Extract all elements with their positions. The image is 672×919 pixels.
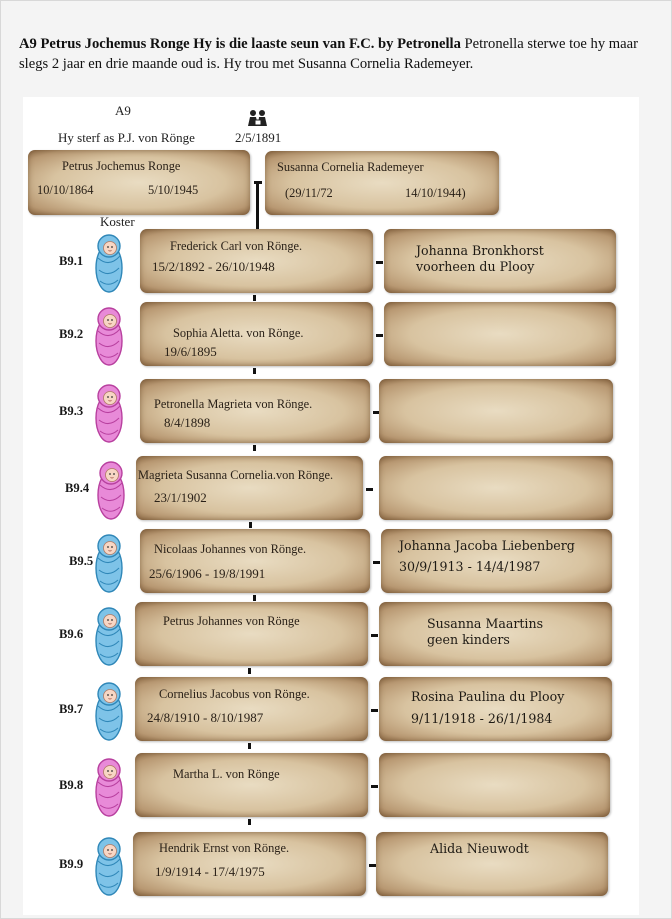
spouse-detail: voorheen du Plooy [416,259,535,274]
child-code: B9.5 [69,554,94,568]
baby-boy-icon [93,607,125,667]
couple-icon [247,109,269,127]
husband-died: 5/10/1945 [148,183,199,197]
child-card [133,832,366,896]
child-card [135,753,368,817]
child-code: B9.9 [59,857,84,871]
parent-code: A9 [115,103,131,118]
spouse-card [379,456,613,520]
intro-bold: A9 Petrus Jochemus Ronge Hy is die laaste seun van F.C. by Petronella [19,36,461,52]
husband-born: 10/10/1864 [37,183,94,197]
spouse-connector [369,864,376,867]
child-dates: 23/1/1902 [154,490,207,505]
marriage-date: 2/5/1891 [235,130,282,145]
wife-died: 14/10/1944) [405,186,466,200]
intro-paragraph [19,34,659,74]
child-code: B9.6 [59,627,84,641]
spouse-connector [376,334,383,337]
husband-name: Petrus Jochemus Ronge [62,159,181,173]
child-name: Hendrik Ernst von Rönge. [159,841,290,855]
spouse-name: Alida Nieuwodt [430,841,529,856]
child-name: Cornelius Jacobus von Rönge. [159,687,310,701]
baby-boy-icon [93,534,125,594]
sibling-connector [253,368,256,374]
spouse-connector [373,561,380,564]
child-card [140,529,370,593]
spouse-name: Rosina Paulina du Plooy [411,689,565,704]
spouse-detail: 9/11/1918 - 26/1/1984 [411,711,553,726]
child-dates: 25/6/1906 - 19/8/1991 [149,566,266,581]
sibling-connector [248,668,251,674]
child-card [140,229,373,293]
descent-line [256,181,259,231]
spouse-card [379,677,612,741]
child-dates: 24/8/1910 - 8/10/1987 [147,710,264,725]
child-code: B9.4 [65,481,90,495]
spouse-card [384,302,616,366]
spouse-name: Susanna Maartins [427,616,544,631]
spouse-detail: geen kinders [427,632,510,647]
spouse-connector [376,261,383,264]
baby-girl-icon [93,758,125,818]
spouse-name: Johanna Bronkhorst [416,243,544,258]
child-code: B9.8 [59,778,84,792]
child-card [135,602,368,666]
child-name: Martha L. von Rönge [173,767,280,781]
parent-note: Hy sterf as P.J. von Rönge [58,130,195,145]
child-card [135,677,368,741]
spouse-card [379,379,613,443]
child-name: Nicolaas Johannes von Rönge. [154,542,307,556]
child-dates: 1/9/1914 - 17/4/1975 [155,864,265,879]
spouse-connector [371,785,378,788]
child-name: Frederick Carl von Rönge. [170,239,303,253]
wife-card [265,151,499,215]
baby-boy-icon [93,682,125,742]
wife-name: Susanna Cornelia Rademeyer [277,160,424,174]
child-dates: 15/2/1892 - 26/10/1948 [152,259,275,274]
child-name: Petrus Johannes von Rönge [163,614,300,628]
baby-girl-icon [93,307,125,367]
wife-born: (29/11/72 [285,186,333,200]
spouse-card [379,753,610,817]
spouse-card [379,602,612,666]
family-tree-chart [23,97,639,915]
child-code: B9.2 [59,327,84,341]
sibling-connector [253,295,256,301]
spouse-card [376,832,608,896]
spouse-card [384,229,616,293]
child-card [136,456,363,520]
baby-girl-icon [93,384,125,444]
sibling-connector [253,445,256,451]
baby-boy-icon [93,234,125,294]
child-card [140,302,373,366]
child-code: B9.3 [59,404,84,418]
sibling-connector [253,595,256,601]
child-dates: 19/6/1895 [164,344,217,359]
child-name: Magrieta Susanna Cornelia.von Rönge. [138,468,334,482]
sibling-connector [248,819,251,825]
child-dates: 8/4/1898 [164,415,211,430]
child-code: B9.7 [59,702,84,716]
child-name: Petronella Magrieta von Rönge. [154,397,313,411]
child-card [140,379,370,443]
spouse-card [381,529,612,593]
spouse-name: Johanna Jacoba Liebenberg [399,538,575,553]
spouse-detail: 30/9/1913 - 14/4/1987 [399,559,541,574]
baby-girl-icon [95,461,127,521]
intro-rest: Petronella sterwe toe hy maar slegs 2 jaar en drie maande oud is. Hy trou met Susanna Cornelia Rademeyer. [19,36,638,72]
sibling-connector [248,743,251,749]
husband-card [28,150,250,215]
baby-boy-icon [93,837,125,897]
child-name: Sophia Aletta. von Rönge. [173,326,304,340]
sibling-connector [249,522,252,528]
child-code: B9.1 [59,254,84,268]
spouse-connector [371,634,378,637]
spouse-connector [371,709,378,712]
occupation: Koster [100,214,135,229]
spouse-connector [366,488,373,491]
